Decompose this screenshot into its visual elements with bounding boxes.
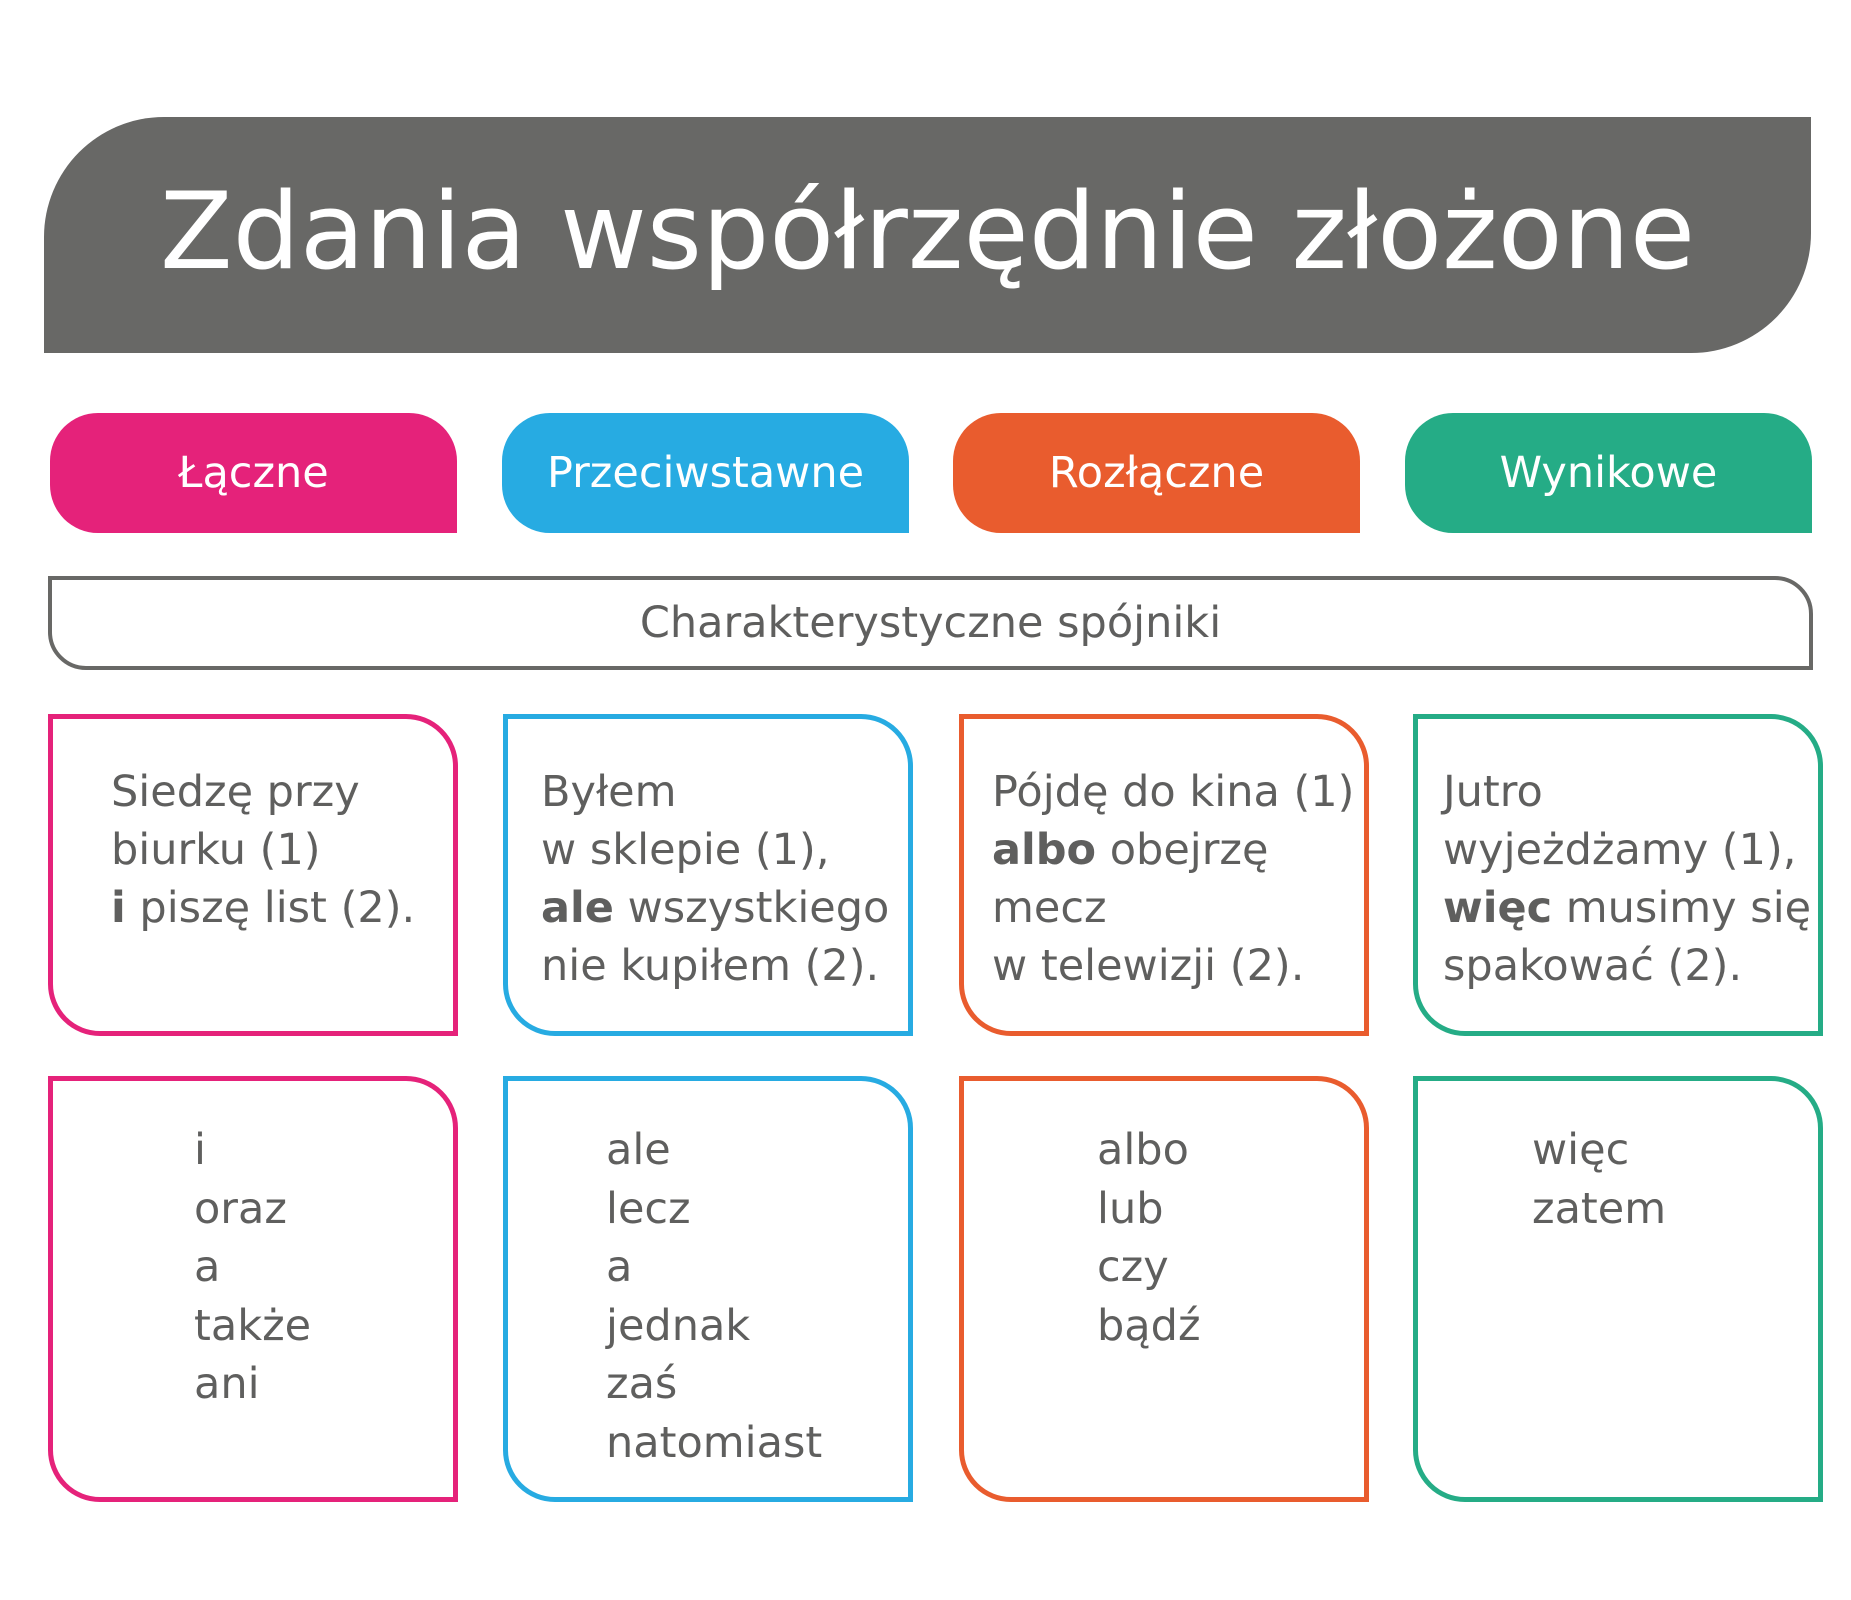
category-label: Rozłączne	[1048, 448, 1265, 498]
list-item: a	[194, 1242, 221, 1292]
example-line: mecz	[992, 883, 1107, 933]
example-conjunction: albo	[992, 825, 1097, 875]
example-text	[1443, 763, 1811, 995]
category-laczne	[50, 413, 457, 533]
example-box-wynikowe	[1413, 714, 1823, 1036]
example-line: musimy się	[1552, 883, 1812, 933]
page-title: Zdania współrzędnie złożone	[159, 169, 1696, 293]
list-item: ani	[194, 1359, 260, 1409]
conjunctions-header-label: Charakterystyczne spójniki	[639, 598, 1222, 648]
example-conjunction: i	[111, 883, 126, 933]
example-line: wszystkiego	[613, 883, 890, 933]
list-item: i	[194, 1125, 206, 1175]
list-item: lecz	[606, 1183, 691, 1234]
word-list	[194, 1121, 311, 1414]
word-list	[606, 1121, 822, 1472]
category-rozlaczne	[953, 413, 1360, 533]
conjunction-list-przeciwstawne	[503, 1076, 913, 1502]
example-text	[992, 763, 1354, 995]
example-box-przeciwstawne	[503, 714, 913, 1036]
list-item: lub	[1097, 1183, 1164, 1234]
category-wynikowe	[1405, 413, 1812, 533]
example-line: w telewizji (2).	[992, 941, 1305, 991]
list-item: więc	[1532, 1125, 1630, 1175]
example-line: Pójdę do kina (1)	[992, 767, 1355, 817]
list-item: czy	[1097, 1242, 1169, 1292]
example-box-rozlaczne	[959, 714, 1369, 1036]
category-label: Łączne	[178, 448, 329, 498]
category-label: Wynikowe	[1499, 448, 1718, 498]
example-line: obejrzę	[1096, 825, 1269, 875]
example-line: spakować (2).	[1443, 941, 1743, 991]
example-line: biurku (1)	[111, 825, 321, 875]
conjunctions-header	[48, 576, 1813, 670]
list-item: bądź	[1097, 1300, 1201, 1351]
list-item: albo	[1097, 1125, 1189, 1175]
conjunction-list-wynikowe	[1413, 1076, 1823, 1502]
example-line: Jutro	[1443, 767, 1543, 817]
example-line: wyjeżdżamy (1),	[1443, 825, 1797, 875]
example-text	[541, 763, 889, 995]
list-item: jednak	[606, 1300, 751, 1351]
category-label: Przeciwstawne	[546, 448, 865, 498]
category-przeciwstawne	[502, 413, 909, 533]
example-line: Byłem	[541, 767, 677, 817]
list-item: zatem	[1532, 1183, 1667, 1234]
list-item: natomiast	[606, 1417, 823, 1468]
example-line: nie kupiłem (2).	[541, 941, 880, 991]
example-line: piszę list (2).	[125, 883, 416, 933]
title-bar	[44, 117, 1811, 353]
list-item: oraz	[194, 1183, 287, 1234]
list-item: a	[606, 1242, 633, 1292]
word-list	[1532, 1121, 1666, 1238]
conjunction-list-laczne	[48, 1076, 458, 1502]
word-list	[1097, 1121, 1201, 1355]
conjunction-list-rozlaczne	[959, 1076, 1369, 1502]
example-conjunction: ale	[541, 883, 614, 933]
list-item: zaś	[606, 1359, 678, 1409]
list-item: ale	[606, 1125, 671, 1175]
example-text	[111, 763, 415, 937]
example-line: w sklepie (1),	[541, 825, 830, 875]
list-item: także	[194, 1300, 312, 1351]
example-line: Siedzę przy	[111, 767, 360, 817]
example-conjunction: więc	[1443, 883, 1553, 933]
example-box-laczne	[48, 714, 458, 1036]
